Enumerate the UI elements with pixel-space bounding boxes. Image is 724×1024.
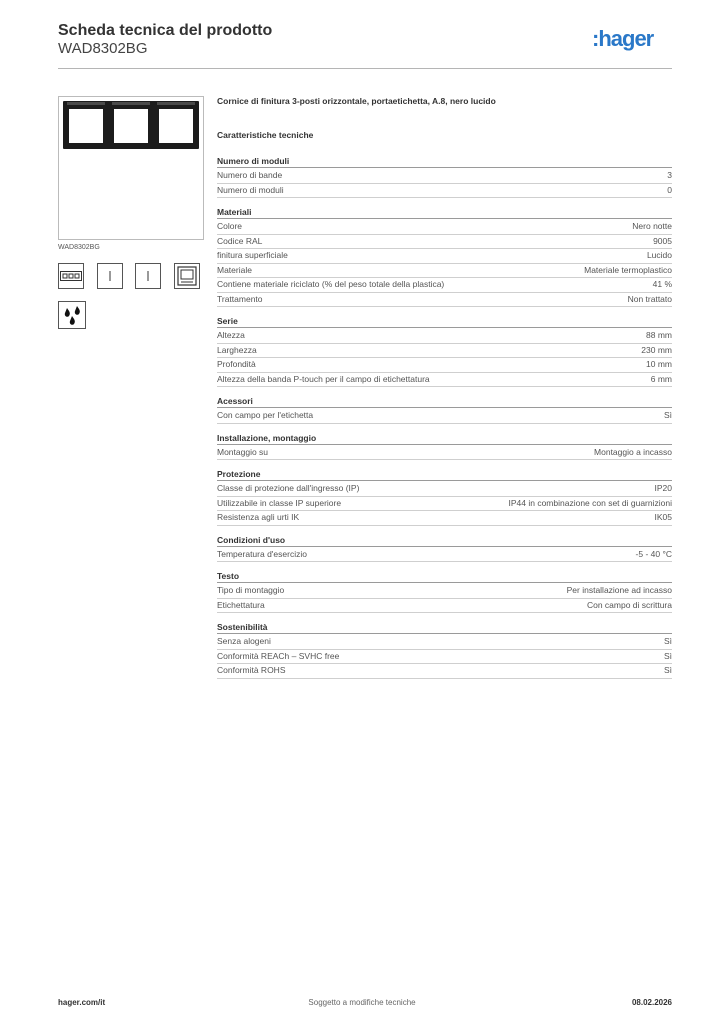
- single-line-icon: [135, 263, 161, 289]
- section-title: Materiali: [217, 207, 672, 219]
- image-caption: WAD8302BG: [58, 244, 100, 251]
- spec-row: [217, 446, 672, 461]
- section-title: Sostenibilità: [217, 622, 672, 634]
- spec-row: [217, 358, 672, 373]
- spec-value: Materiale termoplastico: [584, 264, 672, 275]
- spec-section: [217, 207, 672, 307]
- footer-website-link[interactable]: hager.com/it: [58, 998, 106, 1007]
- spec-label: Utilizzabile in classe IP superiore: [217, 497, 342, 508]
- spec-value: Nero notte: [632, 221, 672, 231]
- flush-mount-icon: [174, 263, 200, 289]
- spec-label: Resistenza agli urti IK: [217, 512, 300, 522]
- spec-value: Non trattato: [627, 293, 672, 304]
- water-drops-icon: [58, 301, 86, 329]
- spec-value: Per installazione ad incasso: [566, 585, 672, 595]
- section-title: Condizioni d'uso: [217, 535, 672, 547]
- spec-row: [217, 511, 672, 526]
- spec-row: [217, 169, 672, 184]
- spec-value: Sì: [663, 650, 672, 661]
- hager-logo: [592, 26, 676, 56]
- spec-section: [217, 156, 672, 198]
- spec-row: [217, 235, 672, 250]
- single-line-icon: [97, 263, 123, 289]
- spec-label: Temperatura d'esercizio: [217, 548, 307, 559]
- spec-row: [217, 264, 672, 279]
- spec-value: 6 mm: [650, 373, 672, 384]
- spec-row: [217, 650, 672, 665]
- spec-label: Con campo per l'etichetta: [217, 410, 314, 420]
- spec-row: [217, 184, 672, 199]
- spec-label: finitura superficiale: [217, 250, 288, 260]
- header-divider: [58, 68, 672, 69]
- page-title: Scheda tecnica del prodotto: [58, 22, 273, 39]
- spec-label: Colore: [217, 221, 243, 231]
- spec-row: [217, 220, 672, 235]
- spec-row: [217, 584, 672, 599]
- spec-row: [217, 278, 672, 293]
- spec-value: 10 mm: [646, 359, 672, 369]
- spec-section: [217, 622, 672, 679]
- frame-illustration: [59, 97, 203, 239]
- spec-value: Sì: [663, 636, 672, 646]
- spec-value: 41 %: [652, 279, 672, 289]
- section-title: Installazione, montaggio: [217, 433, 672, 445]
- product-description: Cornice di finitura 3-posti orizzontale, portaetichetta, A.8, nero lucido: [217, 96, 496, 106]
- spec-section: [217, 396, 672, 424]
- spec-row: [217, 548, 672, 563]
- spec-row: [217, 293, 672, 308]
- spec-section: [217, 316, 672, 387]
- product-code: WAD8302BG: [58, 40, 148, 57]
- spec-row: [217, 344, 672, 359]
- spec-value: 230 mm: [641, 344, 672, 355]
- spec-section: [217, 433, 672, 461]
- spec-label: Conformità ROHS: [217, 665, 286, 675]
- spec-value: Sì: [663, 410, 672, 420]
- spec-label: Profondità: [217, 359, 256, 369]
- section-title: Numero di moduli: [217, 156, 672, 168]
- spec-label: Numero di bande: [217, 170, 283, 180]
- spec-row: [217, 409, 672, 424]
- spec-column: [217, 96, 672, 688]
- spec-label: Numero di moduli: [217, 184, 284, 195]
- spec-value: IP44 in combinazione con set di guarnizioni: [508, 497, 672, 508]
- spec-value: Con campo di scrittura: [586, 599, 672, 610]
- spec-section: [217, 469, 672, 526]
- spec-label: Altezza: [217, 330, 245, 340]
- spec-row: [217, 482, 672, 497]
- spec-section: [217, 535, 672, 563]
- spec-label: Classe di protezione dall'ingresso (IP): [217, 483, 360, 493]
- footer-notice: Soggetto a modifiche tecniche: [308, 998, 416, 1007]
- logo-text: :hager: [592, 26, 654, 51]
- spec-label: Montaggio su: [217, 446, 269, 457]
- spec-label: Etichettatura: [217, 599, 265, 610]
- spec-row: [217, 249, 672, 264]
- product-image: [58, 96, 204, 240]
- spec-label: Conformità REACh – SVHC free: [217, 650, 340, 661]
- spec-label: Tipo di montaggio: [217, 585, 285, 595]
- spec-value: 0: [667, 184, 672, 195]
- spec-label: Trattamento: [217, 293, 263, 304]
- section-title: Serie: [217, 316, 672, 328]
- spec-label: Larghezza: [217, 344, 257, 355]
- spec-row: [217, 373, 672, 388]
- section-title: Protezione: [217, 469, 672, 481]
- spec-row: [217, 329, 672, 344]
- spec-label: Materiale: [217, 264, 252, 275]
- section-title: Testo: [217, 571, 672, 583]
- spec-value: IP20: [654, 483, 672, 493]
- spec-row: [217, 664, 672, 679]
- three-gang-frame-icon: [58, 263, 84, 289]
- spec-section: [217, 571, 672, 613]
- spec-label: Altezza della banda P-touch per il campo di etichettatura: [217, 373, 430, 384]
- footer-date: 08.02.2026: [631, 998, 672, 1007]
- spec-label: Codice RAL: [217, 235, 263, 246]
- spec-sections: [217, 156, 672, 679]
- spec-row: [217, 497, 672, 512]
- spec-value: Montaggio a incasso: [594, 446, 672, 457]
- spec-label: Contiene materiale riciclato (% del peso totale della plastica): [217, 279, 445, 289]
- spec-value: 88 mm: [646, 330, 672, 340]
- spec-value: -5 - 40 °C: [635, 548, 672, 559]
- spec-row: [217, 635, 672, 650]
- spec-value: 3: [667, 170, 672, 180]
- spec-row: [217, 599, 672, 614]
- spec-value: Lucido: [646, 250, 672, 260]
- spec-value: 9005: [653, 235, 672, 246]
- characteristics-heading: Caratteristiche tecniche: [217, 130, 314, 140]
- spec-label: Senza alogeni: [217, 636, 271, 646]
- section-title: Acessori: [217, 396, 672, 408]
- spec-value: IK05: [654, 512, 672, 522]
- spec-value: Sì: [663, 665, 672, 675]
